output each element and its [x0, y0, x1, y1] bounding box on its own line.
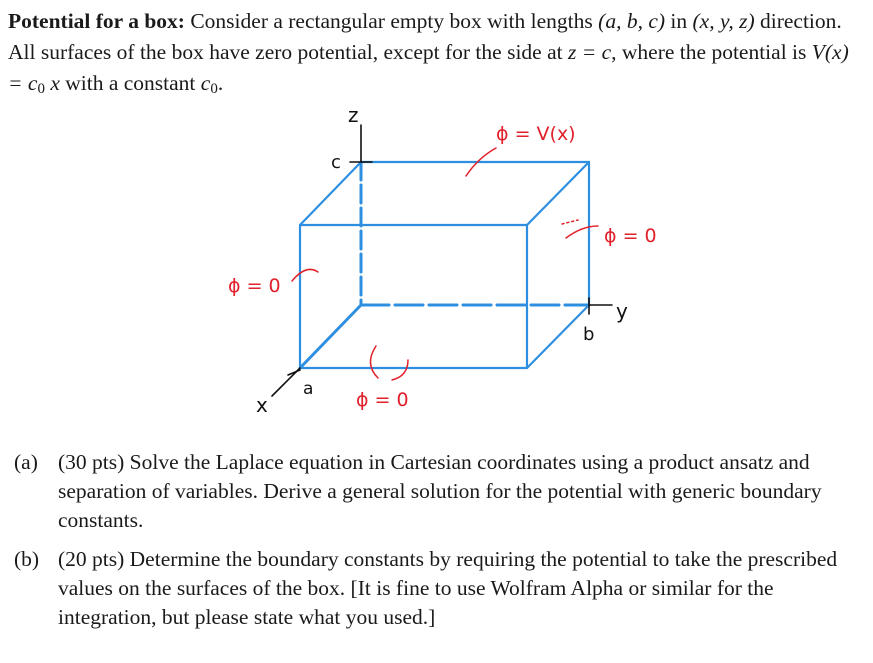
axis-label-y: y [616, 299, 628, 323]
part-b-label: (b) [14, 547, 40, 571]
part-a-label: (a) [14, 450, 38, 474]
part-b [14, 545, 844, 632]
statement-text-4: , where the potential is [611, 40, 812, 64]
axis-label-a: a [303, 379, 314, 399]
problem-statement [8, 6, 858, 105]
box-hidden-diagonal [300, 305, 361, 368]
statement-text-6: . [217, 71, 224, 95]
axis-label-c: c [331, 152, 341, 173]
math-z-equals-c: z = c [567, 40, 612, 64]
math-lengths: (a, b, c) [598, 9, 666, 33]
math-constant: $c_0$ [200, 71, 218, 97]
box-figure [0, 100, 873, 440]
axes [272, 125, 612, 396]
annotation-strokes [292, 148, 598, 380]
math-potential: $V(x) = c_0$ x [8, 40, 849, 97]
problem-title: Potential for a box: [8, 9, 185, 33]
phi-bottom-label: ϕ = 0 [356, 389, 409, 411]
statement-text-1: Consider a rectangular empty box with lengths [184, 9, 599, 33]
phi-left-pointer [292, 269, 318, 281]
part-b-text: (20 pts) Determine the boundary constants by requiring the potential to take the prescribed values on the surfaces of the box. [It is fine to use Wolfram Alpha or similar for the integration, but please state what you used.] [58, 547, 838, 629]
axis-label-x: x [256, 393, 268, 417]
statement-text-5: with a constant [59, 71, 201, 95]
statement-text-2: in [665, 9, 693, 33]
phi-right-pointer [566, 226, 598, 238]
phi-bottom-pointer-2 [392, 360, 408, 380]
statement-text-3: direction. All surfaces of the box have zero potential, except for the side at [8, 9, 842, 64]
phi-top-label: ϕ = V(x) [496, 123, 576, 145]
phi-bottom-pointer-1 [370, 346, 378, 378]
axis-label-z: z [348, 103, 359, 127]
part-a [14, 448, 844, 535]
part-a-text: (30 pts) Solve the Laplace equation in Cartesian coordinates using a product ansatz and separation of variables. Derive a general solution for the potential with generic boundary constants. [58, 450, 822, 532]
box-front-face [300, 225, 527, 368]
phi-right-dots [562, 220, 578, 224]
box-diag-top-right [527, 162, 589, 225]
phi-right-label: ϕ = 0 [604, 225, 657, 247]
axis-label-b: b [583, 324, 595, 345]
box-wireframe [300, 162, 589, 368]
math-directions: (x, y, z) [692, 9, 755, 33]
phi-left-label: ϕ = 0 [228, 275, 281, 297]
box-diag-bottom-right [527, 305, 589, 368]
